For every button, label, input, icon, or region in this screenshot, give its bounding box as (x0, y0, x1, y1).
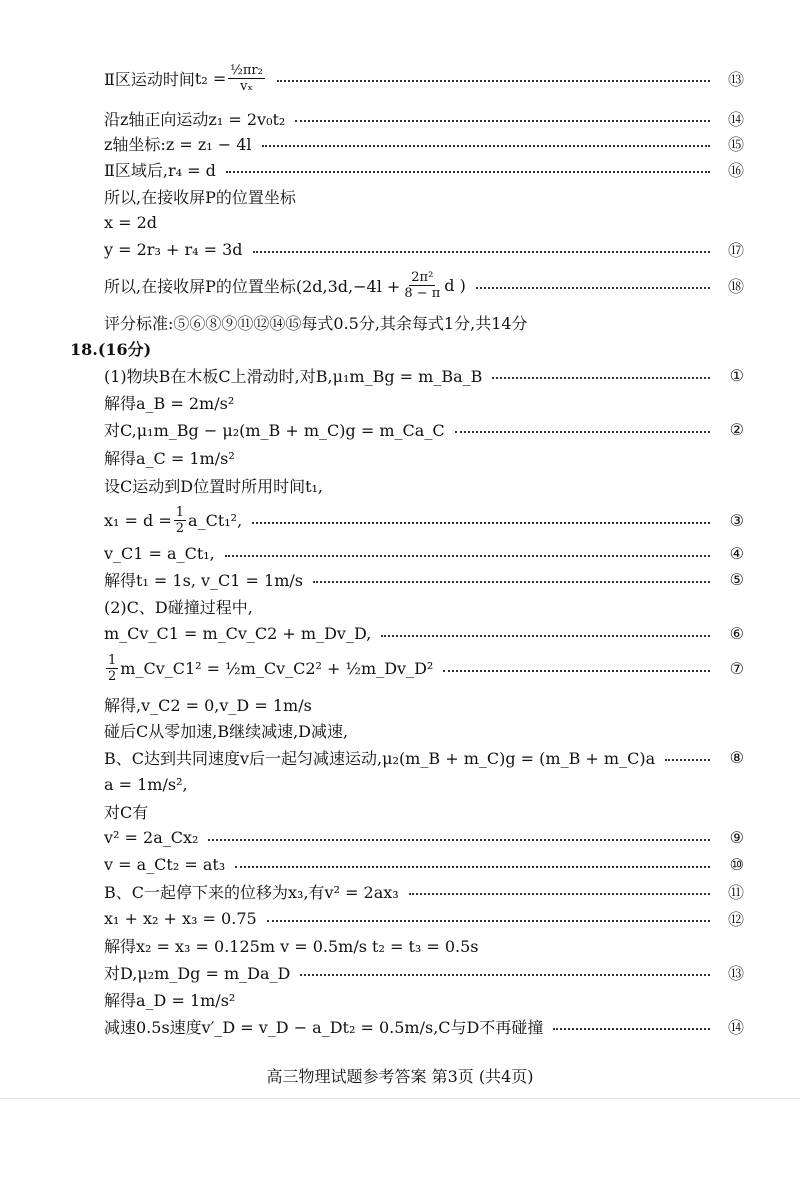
dot-leader (313, 581, 710, 583)
equation-number: ⑪ (727, 882, 744, 902)
q18-line-17 (104, 825, 744, 849)
line-text: 解得,v_C2 = 0,v_D = 1m/s (104, 695, 312, 715)
equation-number: ⑩ (729, 854, 744, 874)
line-text: x = 2d (104, 212, 158, 232)
line-text: 对C有 (104, 802, 149, 822)
q18-line-18 (104, 852, 744, 876)
fraction-denominator: 2 (175, 520, 185, 536)
line-position-intro (104, 184, 744, 208)
q18-line-1 (104, 363, 744, 387)
dot-leader (381, 635, 710, 637)
q18-line-15 (104, 772, 744, 796)
equation-number: ⑬ (727, 69, 744, 89)
dot-leader (252, 522, 710, 524)
equation-number: ⑯ (727, 160, 744, 180)
q18-line-11 (104, 648, 744, 688)
line-text: 碰后C从零加速,B继续减速,D减速, (104, 721, 349, 741)
line-text: y = 2r₃ + r₄ = 3d (104, 239, 243, 259)
line-text: z轴坐标:z = z₁ − 4l (104, 134, 252, 154)
equation-number: ⑭ (727, 109, 744, 129)
dot-leader (553, 1028, 710, 1030)
dot-leader (300, 974, 710, 976)
line-text: 对C,μ₁m_Bg − μ₂(m_B + m_C)g = m_Ca_C (104, 420, 445, 440)
equation-number: ⑥ (729, 623, 744, 643)
dot-leader (476, 287, 710, 289)
equation-number: ⑮ (727, 134, 744, 154)
q18-line-3 (104, 417, 744, 441)
line-z1 (104, 106, 744, 130)
page-footer: 高三物理试题参考答案 第3页 (共4页) (266, 1067, 534, 1086)
equation-number: ⑨ (729, 827, 744, 847)
equation-number: ⑤ (729, 569, 744, 589)
dot-leader (665, 759, 710, 761)
fraction-numerator: 1 (175, 504, 185, 520)
dot-leader (443, 670, 710, 672)
equation-number: ⑱ (727, 276, 744, 296)
line-text: d ) (444, 275, 466, 295)
q18-line-6 (104, 500, 744, 540)
line-text: a = 1m/s², (104, 774, 188, 794)
equation-number: ⑰ (727, 240, 744, 260)
q18-line-7 (104, 541, 744, 565)
equation-number: ③ (729, 510, 744, 530)
line-text: 解得a_D = 1m/s² (104, 990, 236, 1010)
q18-line-10 (104, 621, 744, 645)
dot-leader (277, 80, 710, 82)
dot-leader (492, 377, 710, 379)
line-text: 对D,μ₂m_Dg = m_Da_D (104, 963, 291, 983)
line-text: m_Cv_C1² = ½m_Cv_C2² + ½m_Dv_D² (120, 658, 434, 678)
q18-line-8 (104, 567, 744, 591)
equation-number: ⑧ (729, 747, 744, 767)
line-text: m_Cv_C1 = m_Cv_C2 + m_Dv_D, (104, 623, 372, 643)
line-text: B、C一起停下来的位移为x₃,有v² = 2ax₃ (104, 882, 399, 902)
line-text: v_C1 = a_Ct₁, (104, 543, 215, 563)
dot-leader (235, 866, 710, 868)
dot-leader (208, 839, 710, 841)
line-text: 所以,在接收屏P的位置坐标(2d,3d,−4l + (104, 276, 401, 296)
q18-line-4 (104, 445, 744, 469)
line-text: Ⅱ区域后,r₄ = d (104, 160, 216, 180)
q18-line-5 (104, 473, 744, 497)
line-text: 所以,在接收屏P的位置坐标 (104, 187, 296, 207)
question-18-header: 18.(16分) (70, 340, 152, 359)
fraction-numerator: ½πr₂ (230, 62, 263, 78)
q18-line-22 (104, 960, 744, 984)
line-text: x₁ + x₂ + x₃ = 0.75 (104, 908, 257, 928)
line-text: v² = 2a_Cx₂ (104, 827, 199, 847)
fraction (228, 63, 265, 94)
line-text: 沿z轴正向运动z₁ = 2v₀t₂ (104, 109, 286, 129)
equation-number: ⑦ (729, 658, 744, 678)
line-y (104, 237, 744, 261)
q18-line-12 (104, 692, 744, 716)
equation-number: ⑭ (727, 1017, 744, 1037)
q18-line-20 (104, 906, 744, 930)
dot-leader (225, 555, 710, 557)
fraction-denominator: vₓ (240, 78, 253, 94)
line-text: a_Ct₁², (188, 510, 243, 530)
line-text: 设C运动到D位置时所用时间t₁, (104, 476, 324, 496)
line-text: 解得x₂ = x₃ = 0.125m v = 0.5m/s t₂ = t₃ = 0.5s (104, 936, 479, 956)
fraction-denominator: 8 − π (404, 285, 441, 301)
fraction (402, 270, 442, 301)
line-text: 解得t₁ = 1s, v_C1 = 1m/s (104, 570, 303, 590)
fraction (174, 505, 186, 536)
fraction-numerator: 2π² (411, 269, 434, 285)
fraction-numerator: 1 (108, 652, 117, 668)
line-text: x₁ = d = (104, 510, 172, 530)
line-text: Ⅱ区运动时间 (104, 69, 195, 89)
line-r4 (104, 157, 744, 181)
line-text: 解得a_C = 1m/s² (104, 448, 235, 468)
line-position-result (104, 264, 744, 306)
dot-leader (455, 431, 710, 433)
page-divider (0, 1098, 800, 1099)
equation-number: ⑫ (727, 909, 744, 929)
q18-line-2 (104, 390, 744, 414)
line-scoring (104, 310, 744, 334)
line-text: 减速0.5s速度v′_D = v_D − a_Dt₂ = 0.5m/s,C与D不再碰撞 (104, 1017, 544, 1037)
q18-line-19 (104, 879, 744, 903)
line-text: 评分标准:⑤⑥⑧⑨⑪⑫⑭⑮每式0.5分,其余每式1分,共14分 (104, 313, 528, 333)
fraction-denominator: 2 (108, 668, 117, 684)
dot-leader (226, 171, 710, 173)
line-text: B、C达到共同速度v后一起匀减速运动,μ₂(m_B + m_C)g = (m_B + m_C)a (104, 748, 656, 768)
line-x (104, 210, 744, 234)
q18-line-24 (104, 1014, 744, 1038)
q18-line-23 (104, 987, 744, 1011)
q18-line-13 (104, 718, 744, 742)
equation-number: ① (729, 365, 744, 385)
line-math: t₂ = (194, 68, 227, 88)
dot-leader (267, 920, 710, 922)
line-z (104, 131, 744, 155)
line-text: (1)物块B在木板C上滑动时,对B,μ₁m_Bg = m_Ba_B (104, 366, 483, 386)
line-text: 解得a_B = 2m/s² (104, 393, 235, 413)
dot-leader (295, 120, 710, 122)
fraction (106, 653, 118, 684)
q18-line-16 (104, 799, 744, 823)
line-text: v = a_Ct₂ = at₃ (104, 854, 226, 874)
q18-line-21 (104, 933, 744, 957)
dot-leader (253, 251, 711, 253)
dot-leader (262, 145, 710, 147)
q18-line-9 (104, 594, 744, 618)
q18-line-14 (104, 745, 744, 769)
line-t2 (104, 56, 744, 100)
equation-number: ④ (729, 543, 744, 563)
line-text: (2)C、D碰撞过程中, (104, 597, 253, 617)
equation-number: ⑬ (727, 963, 744, 983)
dot-leader (409, 893, 710, 895)
equation-number: ② (729, 419, 744, 439)
